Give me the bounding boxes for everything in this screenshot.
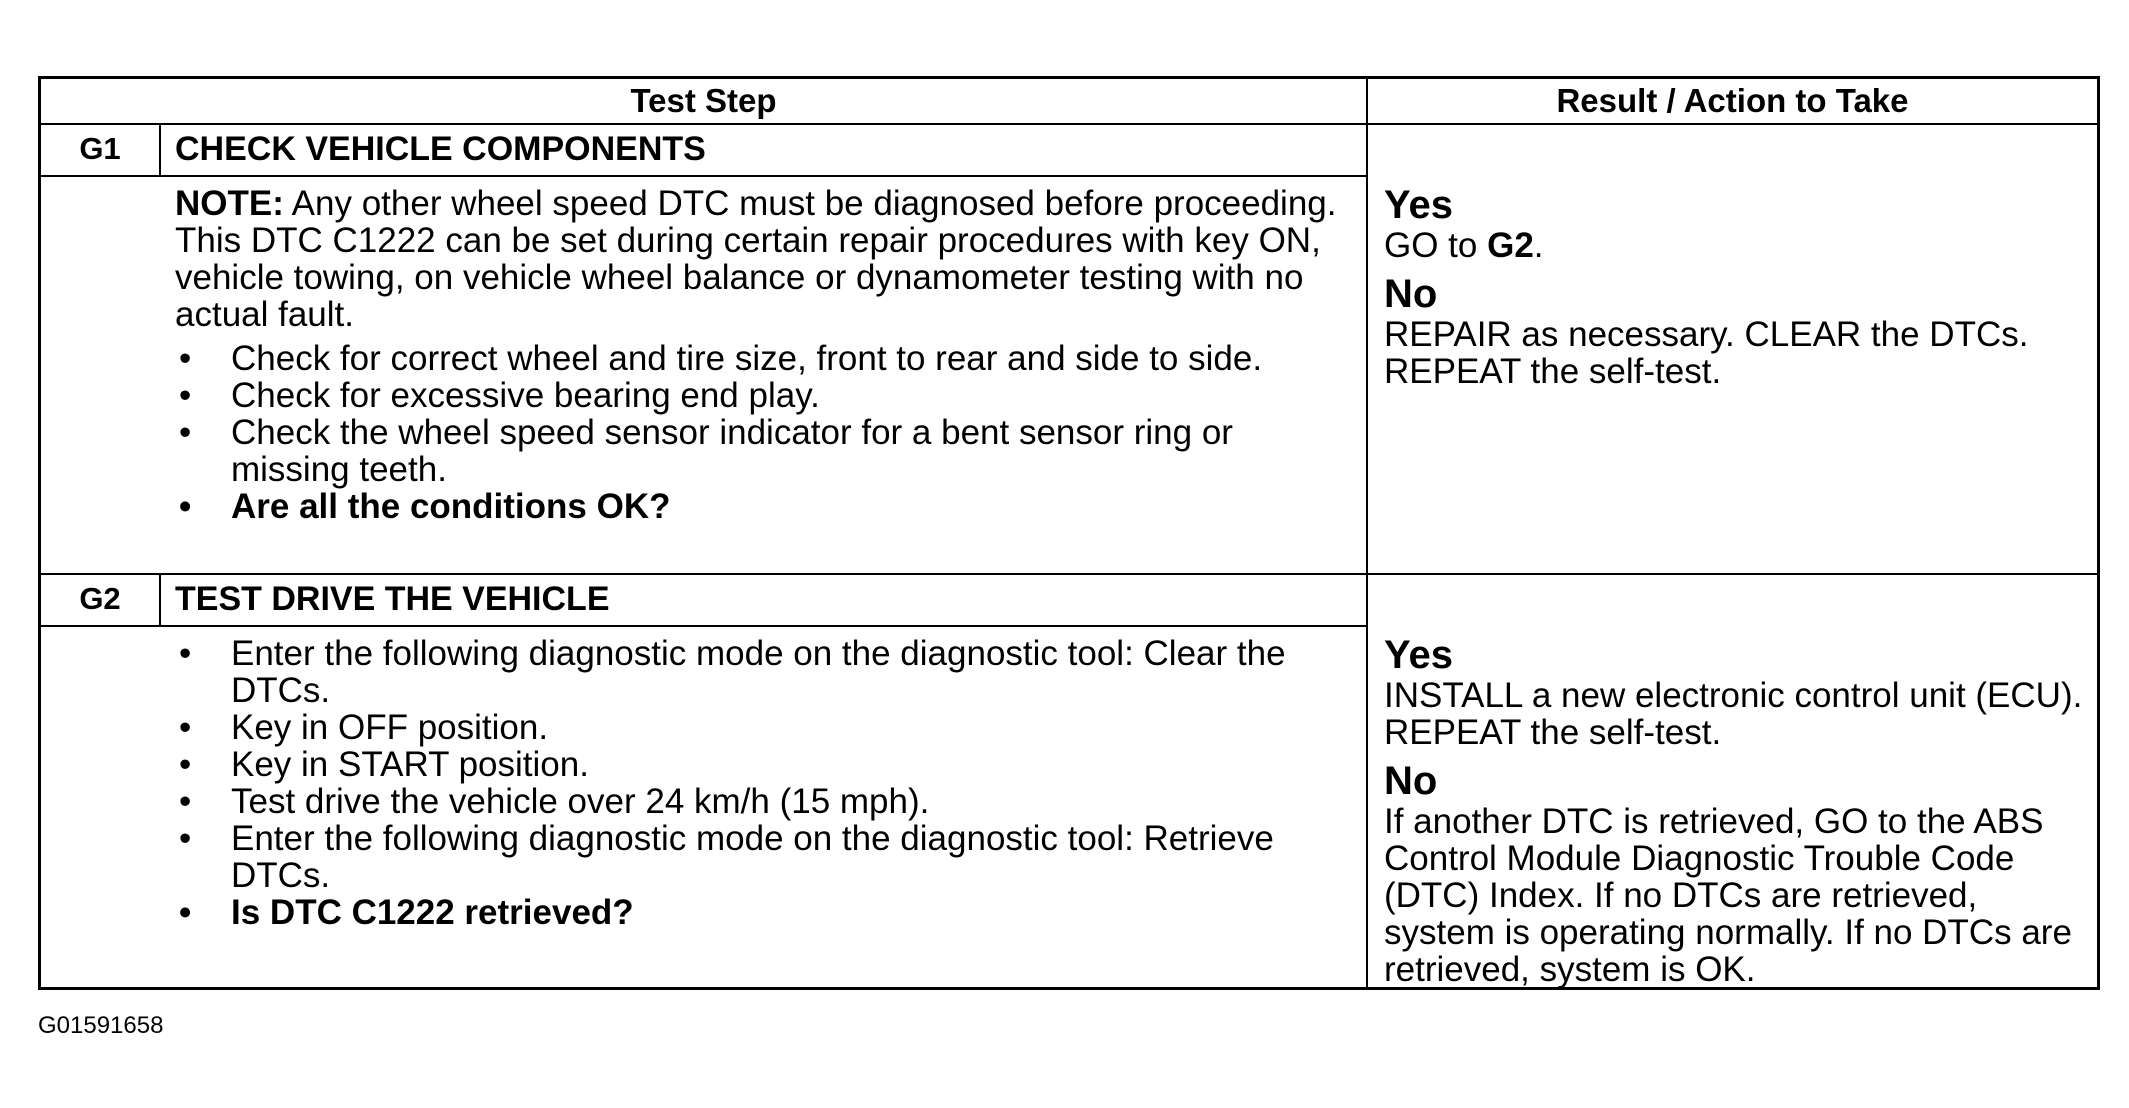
- note-text: Any other wheel speed DTC must be diagnosed before proceeding. This DTC C1222 can be set during certain repair procedures with key ON, vehicle towing, on vehicle wheel balance or dynamometer testing with no actual fault.: [175, 184, 1337, 334]
- step-id-g2: G2: [79, 581, 121, 616]
- g1-yes-target: G2: [1487, 226, 1534, 265]
- g2-no-action: If another DTC is retrieved, GO to the ABS Control Module Diagnostic Trouble Code (DTC) Index. If no DTCs are retrieved, system is operating normally. If no DTCs are retrieved, system is OK.: [1384, 802, 2072, 989]
- g2-question: • Is DTC C1222 retrieved?: [231, 894, 1355, 931]
- step-body-g1: [175, 185, 1355, 525]
- list-item: • Check the wheel speed sensor indicator for a bent sensor ring or missing teeth.: [231, 414, 1355, 488]
- g1-yes-label: Yes: [1384, 183, 1453, 227]
- g1-yes-prefix: GO to: [1384, 226, 1488, 265]
- g2-id-divider: [159, 573, 161, 625]
- list-item: • Enter the following diagnostic mode on the diagnostic tool: Retrieve DTCs.: [231, 820, 1355, 894]
- note-paragraph: [175, 185, 1355, 333]
- g2-yes-action: INSTALL a new electronic control unit (ECU). REPEAT the self-test.: [1384, 676, 2083, 752]
- step-title-g2: TEST DRIVE THE VEHICLE: [175, 580, 610, 618]
- step-body-g2: [175, 635, 1355, 931]
- g2-title-divider: [41, 625, 1366, 627]
- result-g1: [1384, 183, 2096, 398]
- list-item: • Check for excessive bearing end play.: [231, 377, 1355, 414]
- diagnostic-table: [38, 76, 2100, 990]
- step-id-g1: G1: [79, 131, 121, 166]
- list-item: • Key in START position.: [231, 746, 1355, 783]
- note-label: NOTE:: [175, 184, 284, 223]
- g1-no-label: No: [1384, 272, 1438, 316]
- g1-no-action: REPAIR as necessary. CLEAR the DTCs. REPEAT the self-test.: [1384, 315, 2029, 391]
- g2-yes-label: Yes: [1384, 633, 1453, 677]
- result-g2: [1384, 633, 2096, 996]
- step-title-g1: CHECK VEHICLE COMPONENTS: [175, 130, 706, 168]
- header-result-action: Result / Action to Take: [1556, 82, 1909, 119]
- g1-yes-suffix: .: [1533, 226, 1544, 265]
- figure-id: G01591658: [38, 1012, 164, 1039]
- g2-no-label: No: [1384, 759, 1438, 803]
- g2-checklist: [175, 635, 1355, 931]
- g1-question: • Are all the conditions OK?: [231, 488, 1355, 525]
- g1-yes-action: [1384, 227, 2096, 264]
- list-item: • Enter the following diagnostic mode on the diagnostic tool: Clear the DTCs.: [231, 635, 1355, 709]
- g1-title-divider: [41, 175, 1366, 177]
- list-item: • Check for correct wheel and tire size, front to rear and side to side.: [231, 340, 1355, 377]
- list-item: • Test drive the vehicle over 24 km/h (15 mph).: [231, 783, 1355, 820]
- header-test-step: Test Step: [630, 82, 777, 119]
- g1-checklist: [175, 340, 1355, 525]
- list-item: • Key in OFF position.: [231, 709, 1355, 746]
- g1-id-divider: [159, 123, 161, 175]
- column-divider: [1366, 79, 1368, 987]
